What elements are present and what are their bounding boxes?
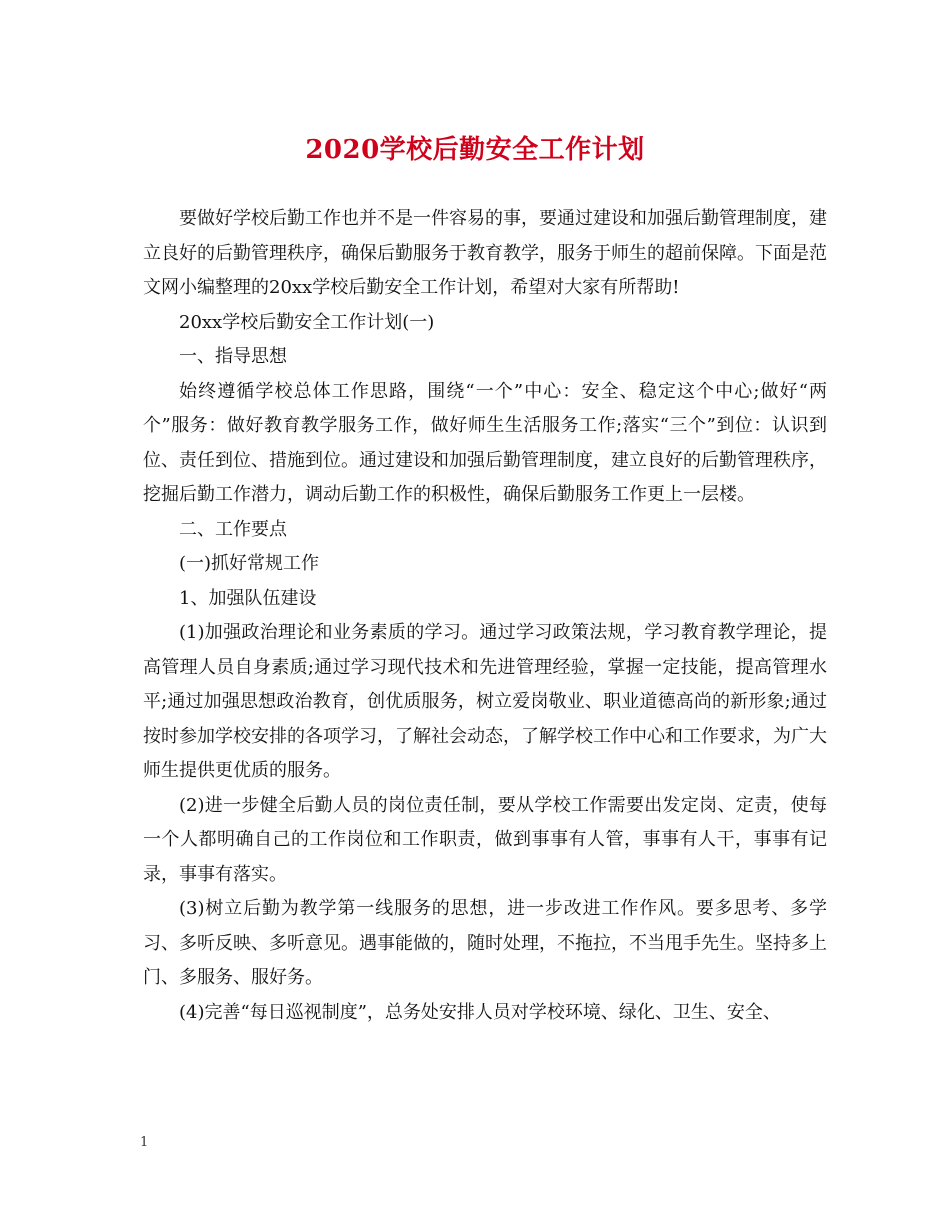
section-heading-work-points: 二、工作要点 — [179, 518, 287, 540]
paragraph-item-2: (2)进一步健全后勤人员的岗位责任制，要从学校工作需要出发定岗、定责，使每一个人都明确自己的工作岗位和工作职责，做到事事有人管，事事有人干，事事有记录，事事有落实。 — [143, 794, 827, 885]
paragraph-item-3: (3)树立后勤为教学第一线服务的思想，进一步改进工作作风。要多思考、多学习、多听反映、多听意见。遇事能做的，随时处理，不拖拉，不当甩手先生。坚持多上门、多服务、服好务。 — [143, 898, 827, 988]
section-heading-guiding-ideology: 一、指导思想 — [179, 346, 287, 367]
document-body — [143, 202, 827, 1030]
paragraph-intro: 要做好学校后勤工作也并不是一件容易的事，要通过建设和加强后勤管理制度，建立良好的后勤管理秩序，确保后勤服务于教育教学，服务于师生的超前保障。下面是范文网小编整理的20xx学校后勤安全工作计划，希望对大家有所帮助! — [143, 208, 827, 298]
item-heading-team-building: 1、加强队伍建设 — [179, 587, 317, 609]
paragraph-item-4: (4)完善“每日巡视制度”，总务处安排人员对学校环境、绿化、卫生、安全、 — [179, 1001, 781, 1023]
subsection-heading-routine-work: (一)抓好常规工作 — [179, 553, 320, 574]
paragraph-guiding-ideology: 始终遵循学校总体工作思路，围绕“一个”中心：安全、稳定这个中心;做好“两个”服务：做好教育教学服务工作，做好师生生活服务工作;落实“三个”到位：认识到位、责任到位、措施到位。通过建设和加强后勤管理制度，建立良好的后勤管理秩序，挖掘后勤工作潜力，调动后勤工作的积极性，确保后勤服务工作更上一层楼。 — [143, 380, 827, 505]
paragraph-item-1: (1)加强政治理论和业务素质的学习。通过学习政策法规，学习教育教学理论，提高管理人员自身素质;通过学习现代技术和先进管理经验，掌握一定技能，提高管理水平;通过加强思想政治教育，创优质服务，树立爱岗敬业、职业道德高尚的新形象;通过按时参加学校安排的各项学习，了解社会动态，了解学校工作中心和工作要求，为广大师生提供更优质的服务。 — [143, 622, 827, 781]
page-number: 1 — [140, 1135, 149, 1150]
document-title: 2020学校后勤安全工作计划 — [305, 135, 645, 165]
paragraph-plan-heading: 20xx学校后勤安全工作计划(一) — [179, 311, 435, 333]
